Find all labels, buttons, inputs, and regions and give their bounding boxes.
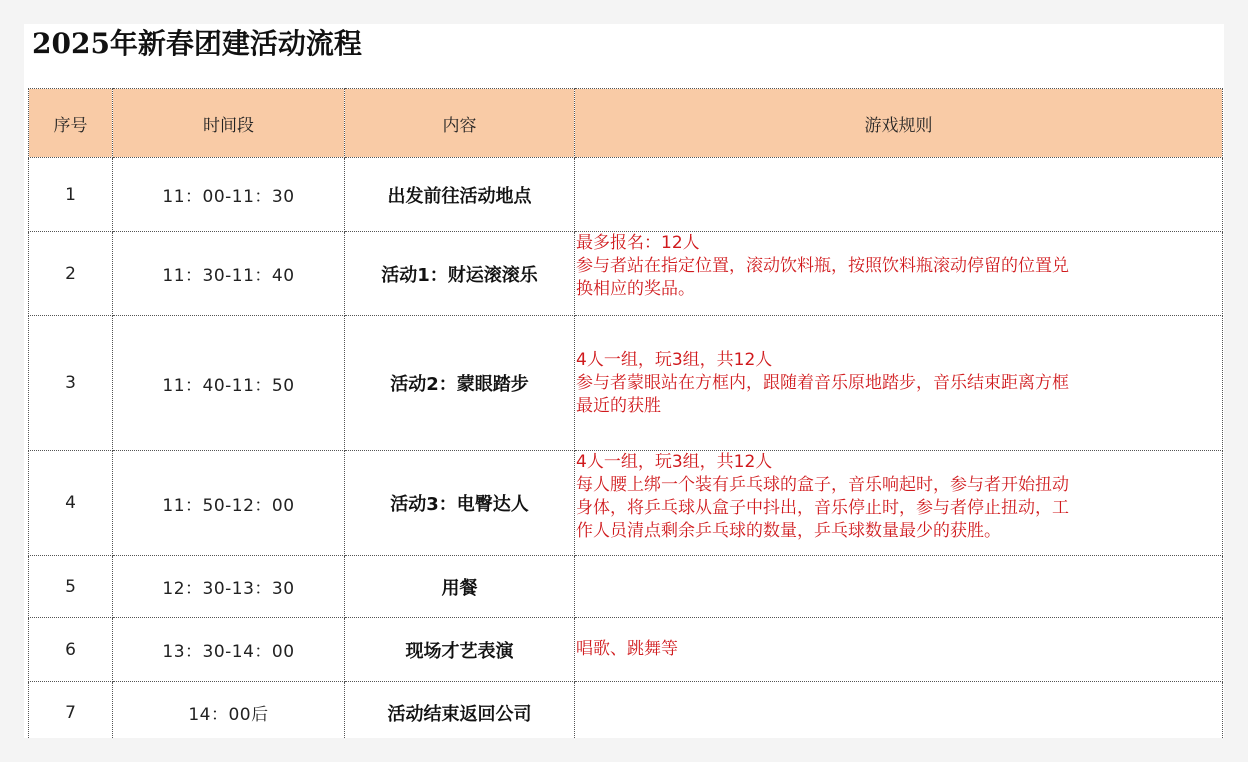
cell-num[interactable]: 6: [29, 618, 113, 682]
rules-line: 参与者蒙眼站在方框内，跟随着音乐原地踏步，音乐结束距离方框: [576, 372, 1069, 393]
cell-num[interactable]: 4: [29, 451, 113, 556]
schedule-table: [28, 88, 1223, 738]
cell-content[interactable]: 现场才艺表演: [345, 618, 575, 682]
table-row: [29, 682, 1223, 739]
cell-time[interactable]: 11：00-11：30: [113, 158, 345, 232]
spreadsheet-sheet: [24, 24, 1224, 738]
cell-time[interactable]: 13：30-14：00: [113, 618, 345, 682]
cell-content[interactable]: 出发前往活动地点: [345, 158, 575, 232]
cell-rules[interactable]: [575, 451, 1223, 556]
cell-rules[interactable]: [575, 556, 1223, 618]
cell-time[interactable]: 11：50-12：00: [113, 451, 345, 556]
cell-time[interactable]: 12：30-13：30: [113, 556, 345, 618]
header-time[interactable]: 时间段: [113, 89, 345, 158]
cell-rules[interactable]: [575, 618, 1223, 682]
table-row: [29, 451, 1223, 556]
rules-line: 作人员清点剩余乒乓球的数量，乒乓球数量最少的获胜。: [576, 521, 1001, 541]
cell-rules[interactable]: [575, 682, 1223, 739]
header-num[interactable]: 序号: [29, 89, 113, 158]
table-row: [29, 316, 1223, 451]
cell-content[interactable]: 用餐: [345, 556, 575, 618]
rules-line: 参与者站在指定位置，滚动饮料瓶，按照饮料瓶滚动停留的位置兑: [576, 256, 1069, 276]
rules-line: 4人一组，玩3组，共12人: [576, 452, 773, 472]
rules-line: 唱歌、跳舞等: [576, 639, 678, 659]
cell-content[interactable]: 活动3：电臀达人: [345, 451, 575, 556]
cell-time[interactable]: 11：40-11：50: [113, 316, 345, 451]
table-row: [29, 232, 1223, 316]
rules-line: 最多报名：12人: [576, 233, 700, 253]
cell-time[interactable]: 14：00后: [113, 682, 345, 739]
rules-line: 身体，将乒乓球从盒子中抖出，音乐停止时，参与者停止扭动，工: [576, 498, 1069, 518]
cell-rules[interactable]: [575, 232, 1223, 316]
cell-time[interactable]: 11：30-11：40: [113, 232, 345, 316]
rules-line: 每人腰上绑一个装有乒乓球的盒子，音乐响起时，参与者开始扭动: [576, 475, 1069, 495]
cell-content[interactable]: 活动1：财运滚滚乐: [345, 232, 575, 316]
cell-content[interactable]: 活动2：蒙眼踏步: [345, 316, 575, 451]
header-row: [29, 89, 1223, 158]
header-content[interactable]: 内容: [345, 89, 575, 158]
cell-num[interactable]: 3: [29, 316, 113, 451]
cell-num[interactable]: 2: [29, 232, 113, 316]
cell-num[interactable]: 5: [29, 556, 113, 618]
table-row: [29, 618, 1223, 682]
header-rules[interactable]: 游戏规则: [575, 89, 1223, 158]
cell-content[interactable]: 活动结束返回公司: [345, 682, 575, 739]
rules-line: 换相应的奖品。: [576, 279, 695, 299]
cell-num[interactable]: 1: [29, 158, 113, 232]
rules-line: 最近的获胜: [576, 395, 661, 416]
rules-line: 4人一组，玩3组，共12人: [576, 349, 773, 370]
table-row: [29, 556, 1223, 618]
cell-rules[interactable]: [575, 316, 1223, 451]
cell-num[interactable]: 7: [29, 682, 113, 739]
cell-rules[interactable]: [575, 158, 1223, 232]
sheet-title: 2025年新春团建活动流程: [32, 27, 362, 60]
table-row: [29, 158, 1223, 232]
